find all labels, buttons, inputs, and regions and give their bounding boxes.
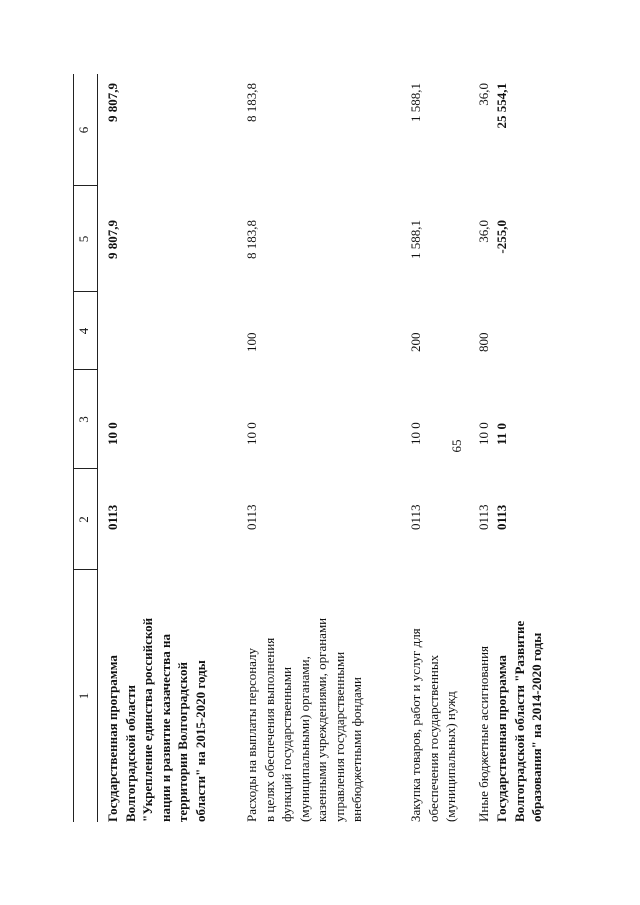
page-number: 65: [449, 439, 464, 453]
header-col-3: 3: [76, 416, 91, 423]
table-row-1-code: 0113: [244, 504, 259, 530]
table-row-3-name: [475, 562, 493, 822]
name-line: функций государственными: [279, 666, 294, 822]
header-col-4: 4: [76, 327, 91, 335]
table-row-3-kind: 800: [476, 332, 491, 352]
table-row-2-value5: 1 588,1: [408, 220, 423, 259]
name-line: "Укрепление единства российской: [140, 617, 155, 822]
table-row-3-value6: 36,0: [476, 83, 491, 106]
name-line: в целях обеспечения выполнения: [261, 637, 277, 822]
budget-table: [73, 74, 608, 822]
table-row-1-kind: 100: [244, 332, 259, 352]
table-row-3-code: 0113: [476, 504, 491, 530]
header-col-6: 6: [76, 126, 91, 134]
name-line: Расходы на выплаты персоналу: [244, 647, 259, 822]
name-line: казенными учреждениями, органами: [314, 617, 329, 822]
table-row-4-code: 0113: [494, 504, 509, 530]
name-line: Государственная программа: [105, 655, 120, 822]
table-row-0-value6: 9 807,9: [105, 83, 120, 122]
name-line: области" на 2015-2020 годы: [192, 660, 208, 822]
name-line: нации и развитие казачества на: [157, 634, 173, 822]
table-row-4-value6: 25 554,1: [494, 83, 509, 129]
table-row-2-code: 0113: [408, 504, 423, 530]
table-row-1-value6: 8 183,8: [244, 83, 259, 122]
header-col-5: 5: [76, 235, 91, 243]
name-line: территории Волгоградской: [175, 662, 190, 822]
table-row-4-name: [493, 562, 546, 822]
name-line: внебюджетными фондами: [349, 677, 364, 822]
name-line: Иные бюджетные ассигнования: [476, 645, 491, 822]
header-col-2: 2: [76, 516, 91, 523]
table-top-rule: [73, 74, 74, 822]
header-col-1: 1: [76, 692, 91, 700]
name-line: Волгоградской области: [122, 684, 138, 822]
table-row-3-value5: 36,0: [476, 220, 491, 243]
name-line: Государственная программа: [494, 655, 509, 822]
table-row-4-section: 11 0: [494, 422, 509, 445]
name-line: Волгоградской области "Развитие: [511, 620, 527, 822]
table-row-1-section: 10 0: [244, 422, 259, 445]
table-row-0-value5: 9 807,9: [105, 220, 120, 259]
table-row-1-value5: 8 183,8: [244, 220, 259, 259]
table-row-2-kind: 200: [408, 332, 423, 352]
name-line: (муниципальных) нужд: [443, 691, 458, 822]
table-row-2-section: 10 0: [408, 422, 423, 445]
table-row-0-name: [104, 562, 209, 822]
table-row-0-code: 0113: [105, 504, 120, 530]
name-line: (муниципальными) органами,: [296, 656, 312, 822]
table-row-4-value5: -255,0: [494, 220, 509, 254]
table-row-3-section: 10 0: [476, 422, 491, 445]
name-line: обеспечения государственных: [425, 654, 441, 822]
name-line: образования" на 2014-2020 годы: [529, 632, 544, 822]
table-row-1-name: [243, 562, 366, 822]
table-row-2-value6: 1 588,1: [408, 83, 423, 122]
table-row-2-name: [407, 562, 460, 822]
table-header-rule: [97, 74, 98, 822]
table-row-0-section: 10 0: [105, 422, 120, 445]
name-line: Закупка товаров, работ и услуг для: [408, 628, 423, 822]
name-line: управления государственными: [331, 651, 347, 822]
